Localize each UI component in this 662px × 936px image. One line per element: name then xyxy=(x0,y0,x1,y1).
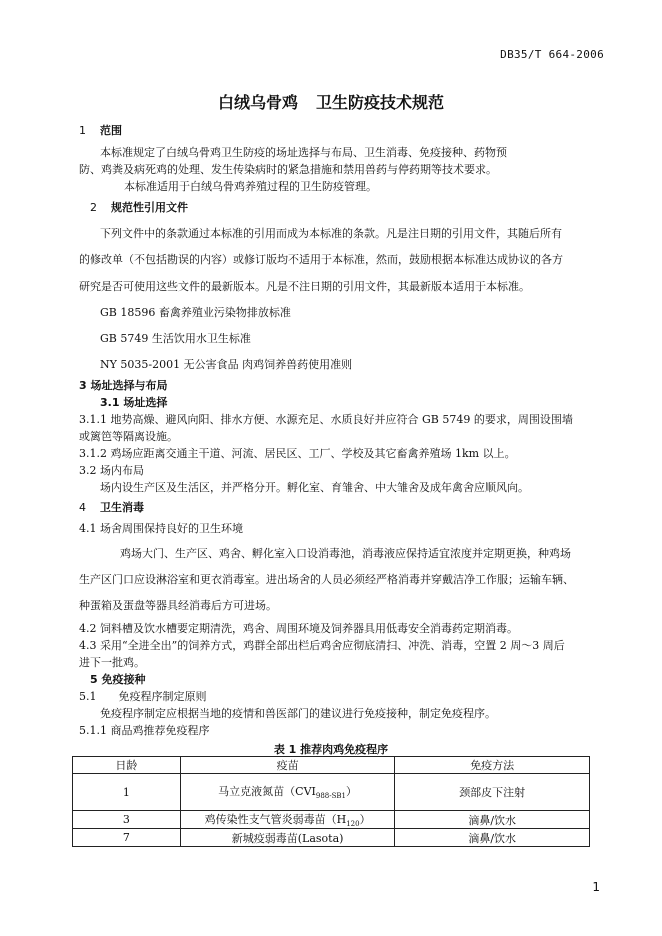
cell-day: 7 xyxy=(73,829,181,847)
s2-paragraph-line3: 研究是否可使用这些文件的最新版本。凡是不注日期的引用文件，其最新版本适用于本标准。 xyxy=(79,280,530,293)
cell-vaccine: 新城疫弱毒苗(Lasota) xyxy=(180,829,395,847)
header-method: 免疫方法 xyxy=(395,757,590,774)
subsection-3-2-heading: 3.2 场内布局 xyxy=(79,464,144,477)
subsection-3-1-heading: 3.1 场址选择 xyxy=(100,396,168,409)
vaccination-table xyxy=(72,756,590,847)
s5-1-1: 5.1.1 商品鸡推荐免疫程序 xyxy=(79,724,210,737)
section-1-heading: 1 范围 xyxy=(79,124,122,137)
s1-paragraph-2: 本标准适用于白绒乌骨鸡养殖过程的卫生防疫管理。 xyxy=(124,180,377,193)
section-2-heading: 2 规范性引用文件 xyxy=(90,201,188,214)
section-4-heading: 4 卫生消毒 xyxy=(79,501,144,514)
section-3-heading: 3 场址选择与布局 xyxy=(79,379,168,392)
cell-vaccine: 马立克液氮苗$(CVI_{988-SB1})$ xyxy=(180,774,395,811)
s2-paragraph-line1: 下列文件中的条款通过本标准的引用而成为本标准的条款。凡是注日期的引用文件，其随后所有 xyxy=(100,227,562,240)
cell-method: 颈部皮下注射 xyxy=(395,774,590,811)
cell-day: 1 xyxy=(73,774,181,811)
cell-day: 3 xyxy=(73,811,181,829)
table-row xyxy=(73,774,590,811)
s4-1-paragraph-line3: 种蛋箱及蛋盘等器具经消毒后方可进场。 xyxy=(79,599,277,612)
cell-method: 滴鼻/饮水 xyxy=(395,811,590,829)
s4-1-paragraph-line2: 生产区门口应设淋浴室和更衣消毒室。进出场舍的人员必须经严格消毒并穿戴洁净工作服；运输车辆、 xyxy=(79,573,574,586)
title-part2: 卫生防疫技术规范 xyxy=(316,93,445,112)
s3-1-2: 3.1.2 鸡场应距离交通主干道、河流、居民区、工厂、学校及其它畜禽养殖场 1km 以上。 xyxy=(79,447,516,460)
s4-3-line2: 进下一批鸡。 xyxy=(79,656,145,669)
reference-gb18596: GB 18596 畜禽养殖业污染物排放标准 xyxy=(100,306,291,319)
s4-3-line1: 4.3 采用“全进全出”的饲养方式，鸡群全部出栏后鸡舍应彻底清扫、冲洗、消毒，空置 2 周～3 周后 xyxy=(79,639,565,652)
cell-vaccine: 鸡传染性支气管炎弱毒苗$(H_{120})$ xyxy=(180,811,395,829)
document-code: DB35/T 664-2006 xyxy=(500,48,604,61)
s2-paragraph-line2: 的修改单（不包括勘误的内容）或修订版均不适用于本标准，然而，鼓励根据本标准达成协议的各方 xyxy=(79,253,563,266)
s3-1-1-line2: 或篱笆等隔离设施。 xyxy=(79,430,178,443)
table-row xyxy=(73,829,590,847)
table-row xyxy=(73,811,590,829)
s5-1-paragraph: 免疫程序制定应根据当地的疫情和兽医部门的建议进行免疫接种，制定免疫程序。 xyxy=(100,707,496,720)
s4-1: 4.1 场舍周围保持良好的卫生环境 xyxy=(79,522,243,535)
s3-2-paragraph: 场内设生产区及生活区，并严格分开。孵化室、育雏舍、中大雏舍及成年禽舍应顺风向。 xyxy=(100,481,529,494)
table-caption: 表 1 推荐肉鸡免疫程序 xyxy=(273,743,389,756)
s1-paragraph-line2: 防、鸡粪及病死鸡的处理、发生传染病时的紧急措施和禁用兽药与停药期等技术要求。 xyxy=(79,163,497,176)
header-vaccine: 疫苗 xyxy=(180,757,395,774)
header-day-age: 日龄 xyxy=(73,757,181,774)
s4-1-paragraph-line1: 鸡场大门、生产区、鸡舍、孵化室入口设消毒池，消毒液应保持适宜浓度并定期更换，种鸡场 xyxy=(120,547,571,560)
table-header-row xyxy=(73,757,590,774)
reference-gb5749: GB 5749 生活饮用水卫生标准 xyxy=(100,332,251,345)
page-number: 1 xyxy=(592,880,600,894)
s4-2: 4.2 饲料槽及饮水槽要定期清洗，鸡舍、周围环境及饲养器具用低毒安全消毒药定期消毒。 xyxy=(79,622,518,635)
s1-paragraph-line1: 本标准规定了白绒乌骨鸡卫生防疫的场址选择与布局、卫生消毒、免疫接种、药物预 xyxy=(100,146,507,159)
cell-method: 滴鼻/饮水 xyxy=(395,829,590,847)
section-5-heading: 5 免疫接种 xyxy=(90,673,146,686)
s5-1: 5.1 免疫程序制定原则 xyxy=(79,690,207,703)
title-part1: 白绒乌骨鸡 xyxy=(217,93,298,112)
document-title xyxy=(0,90,662,113)
s3-1-1-line1: 3.1.1 地势高燥、避风向阳、排水方便、水源充足、水质良好并应符合 GB 5749 的要求，周围设围墙 xyxy=(79,413,573,426)
reference-ny5035: NY 5035-2001 无公害食品 肉鸡饲养兽药使用准则 xyxy=(100,358,353,371)
